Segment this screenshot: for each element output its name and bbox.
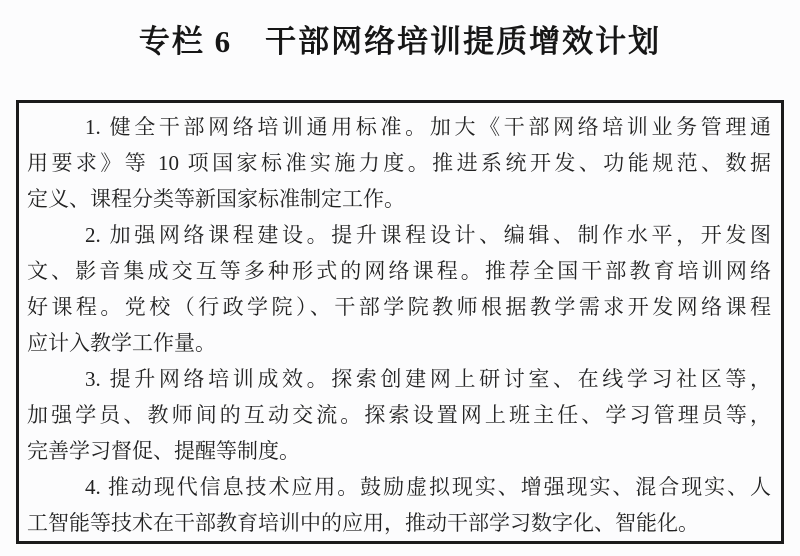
paragraph-4: [27, 469, 771, 541]
text-line: 3. 提升网络培训成效。探索创建网上研讨室、在线学习社区等，: [85, 367, 771, 391]
paragraph-1: [27, 109, 771, 217]
text-line: 应计入教学工作量。: [27, 331, 216, 355]
page-title: 专栏 6 干部网络培训提质增效计划: [138, 24, 662, 59]
text-line: 完善学习督促、提醒等制度。: [27, 439, 300, 463]
text-line: 1. 健全干部网络培训通用标准。加大《干部网络培训业务管理通: [85, 115, 771, 139]
text-line: 工智能等技术在干部教育培训中的应用，推动干部学习数字化、智能化。: [27, 511, 699, 535]
text-line: 加强学员、教师间的互动交流。探索设置网上班主任、学习管理员等，: [27, 403, 771, 427]
text-line: 文、影音集成交互等多种形式的网络课程。推荐全国干部教育培训网络: [27, 259, 771, 283]
text-line: 2. 加强网络课程建设。提升课程设计、编辑、制作水平，开发图: [85, 223, 771, 247]
paragraph-3: [27, 361, 771, 469]
text-line: 用要求》等 10 项国家标准实施力度。推进系统开发、功能规范、数据: [27, 151, 771, 175]
text-line: 定义、课程分类等新国家标准制定工作。: [27, 187, 405, 211]
paragraph-2: [27, 217, 771, 361]
callout-box: [16, 100, 784, 544]
text-line: 4. 推动现代信息技术应用。鼓励虚拟现实、增强现实、混合现实、人: [85, 475, 771, 499]
text-line: 好课程。党校（行政学院）、干部学院教师根据教学需求开发网络课程: [27, 295, 771, 319]
